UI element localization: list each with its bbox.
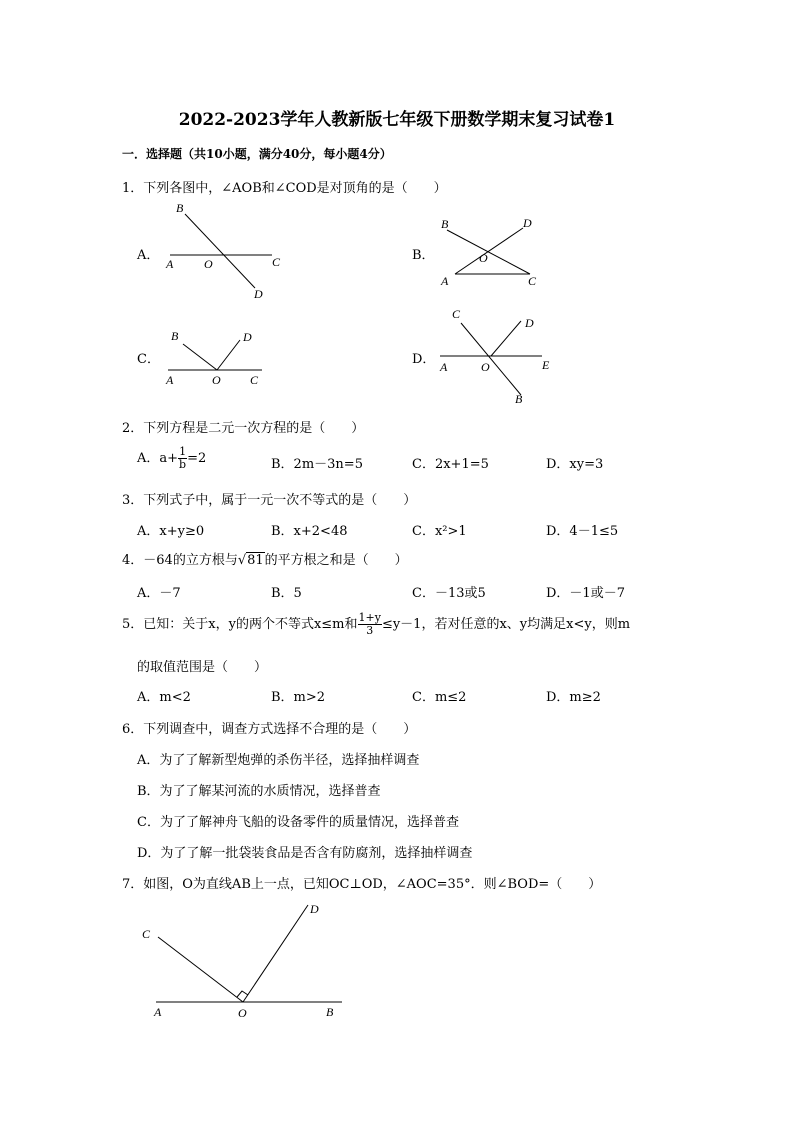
fig-d-label-d: D <box>525 316 534 330</box>
q1-figure-c <box>160 322 270 392</box>
q2-option-a-prefix: A．a+ <box>137 451 179 466</box>
section-heading: 一．选择题（共10小题，满分40分，每小题4分） <box>122 147 392 161</box>
q6-option-c: C．为了了解神舟飞船的设备零件的质量情况，选择普查 <box>137 815 459 830</box>
q2-option-a-suffix: =2 <box>187 451 207 466</box>
fig-c-label-b: B <box>171 329 179 343</box>
q1-figure-d <box>435 305 560 405</box>
fig-b-label-a: A <box>441 274 449 288</box>
q4-sqrt: √81 <box>237 553 264 568</box>
q4-option-b: B．5 <box>271 586 302 601</box>
q1-option-b-label: B． <box>412 248 435 263</box>
q2-option-b: B．2m－3n=5 <box>271 457 363 472</box>
q1-option-a-label: A． <box>137 248 160 263</box>
question-2-stem: 2．下列方程是二元一次方程的是（ ） <box>122 421 365 436</box>
q2-fraction-numerator: 1 <box>179 445 187 458</box>
q7-label-b: B <box>326 1005 334 1019</box>
fig-c-label-d: D <box>243 330 252 344</box>
q4-option-a: A．－7 <box>137 586 181 601</box>
q2-option-a <box>137 446 206 471</box>
q7-figure <box>138 895 348 1025</box>
fig-c-label-c: C <box>250 373 259 387</box>
q7-label-c: C <box>142 927 151 941</box>
question-4-stem <box>122 549 408 568</box>
q6-option-b: B．为了了解某河流的水质情况，选择普查 <box>137 784 381 799</box>
q3-option-d: D．4－1≤5 <box>546 524 619 539</box>
q5-fraction <box>358 612 382 637</box>
q5-fraction-numerator: 1+y <box>358 611 381 624</box>
q5-option-c: C．m≤2 <box>412 690 467 705</box>
q4-stem-prefix: 4．－64的立方根与 <box>122 553 238 568</box>
page-title: 2022-2023学年人教新版七年级下册数学期末复习试卷1 <box>178 110 616 130</box>
q2-fraction-denominator: b <box>179 458 187 471</box>
fig-c-label-o: O <box>212 373 221 387</box>
fig-b-label-d: D <box>523 216 532 230</box>
question-1-stem: 1．下列各图中，∠AOB和∠COD是对顶角的是（ ） <box>122 181 447 196</box>
fig-d-label-o: O <box>481 360 490 374</box>
q2-option-c: C．2x+1=5 <box>412 457 489 472</box>
question-7-stem: 7．如图，O为直线AB上一点，已知OC⊥OD，∠AOC=35°．则∠BOD=（ ） <box>122 877 602 892</box>
q4-option-d: D．－1或－7 <box>546 586 625 601</box>
question-5-stem-line2: 的取值范围是（ ） <box>137 660 268 675</box>
q5-option-a: A．m<2 <box>137 690 191 705</box>
q5-option-d: D．m≥2 <box>546 690 601 705</box>
q5-stem-prefix: 5．已知：关于x，y的两个不等式x≤m和 <box>122 617 358 632</box>
fig-a-label-o: O <box>204 257 213 271</box>
q2-fraction <box>178 446 187 471</box>
fig-d-label-b: B <box>515 392 523 405</box>
q3-option-a: A．x+y≥0 <box>137 524 205 539</box>
fig-d-label-a: A <box>440 360 448 374</box>
fig-d-label-c: C <box>452 307 461 321</box>
q3-option-c: C．x²>1 <box>412 524 467 539</box>
fig-a-label-a: A <box>166 257 174 271</box>
fig-d-label-e: E <box>542 358 550 372</box>
q7-label-o: O <box>238 1006 247 1020</box>
q1-option-d-label: D． <box>412 352 436 367</box>
fig-b-label-b: B <box>441 217 449 231</box>
fig-a-label-d: D <box>254 287 263 300</box>
q4-radicand: 81 <box>247 553 264 568</box>
q5-stem-suffix: ≤y－1，若对任意的x、y均满足x<y，则m <box>381 617 631 632</box>
q7-label-d: D <box>310 902 319 916</box>
q6-option-a: A．为了了解新型炮弹的杀伤半径，选择抽样调查 <box>137 753 420 768</box>
question-6-stem: 6．下列调查中，调查方式选择不合理的是（ ） <box>122 722 417 737</box>
q1-figure-b <box>435 210 560 295</box>
fig-b-label-c: C <box>528 274 537 288</box>
q1-figure-a <box>160 200 290 300</box>
fig-a-label-c: C <box>272 255 281 269</box>
question-5-stem <box>122 612 630 637</box>
question-3-stem: 3．下列式子中，属于一元一次不等式的是（ ） <box>122 493 417 508</box>
fig-b-label-o: O <box>479 251 488 265</box>
q2-option-d: D．xy=3 <box>546 457 604 472</box>
q5-option-b: B．m>2 <box>271 690 326 705</box>
q7-label-a: A <box>154 1005 162 1019</box>
q1-option-c-label: C． <box>137 352 160 367</box>
fig-a-label-b: B <box>176 201 184 215</box>
q6-option-d: D．为了了解一批袋装食品是否含有防腐剂，选择抽样调查 <box>137 846 473 861</box>
q4-stem-suffix: 的平方根之和是（ ） <box>264 553 408 568</box>
q3-option-b: B．x+2<48 <box>271 524 348 539</box>
fig-c-label-a: A <box>166 373 174 387</box>
q5-fraction-denominator: 3 <box>366 624 374 637</box>
q4-option-c: C．－13或5 <box>412 586 486 601</box>
